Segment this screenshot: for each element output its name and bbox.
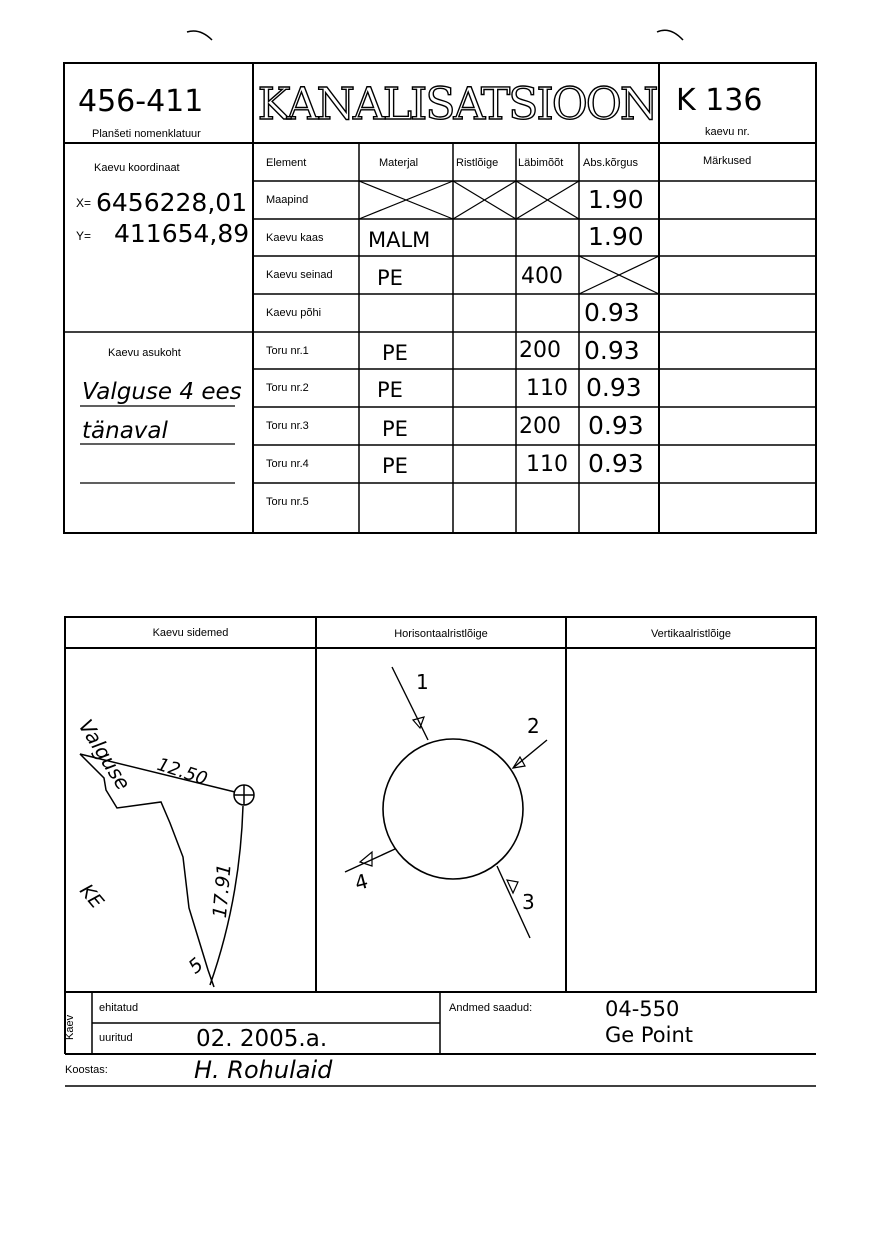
author-value: H. Rohulaid [194, 1056, 333, 1084]
pipe-number-4: 4 [352, 868, 371, 896]
row-label: Maapind [266, 194, 309, 206]
material-cell: PE [382, 454, 408, 478]
sketch-distance-2: 17.91 [209, 862, 236, 919]
row-label: Kaevu kaas [266, 232, 324, 244]
location-label: Kaevu asukoht [108, 347, 181, 359]
kaev-label: Kaev [64, 1014, 76, 1040]
row-label: Kaevu põhi [266, 307, 322, 319]
row-label: Kaevu seinad [266, 269, 333, 281]
material-cell: PE [382, 341, 408, 365]
surveyed-label: uuritud [99, 1032, 133, 1044]
data-received-value-2: Ge Point [605, 1023, 694, 1047]
nomenclature-label: Planšeti nomenklatuur [92, 128, 201, 140]
material-cell: MALM [368, 228, 431, 252]
col-header-material: Materjal [379, 157, 419, 169]
sketch-distance-3: 5 [184, 953, 208, 979]
col-header-cross-section: Ristlõige [456, 157, 499, 169]
built-label: ehitatud [99, 1002, 139, 1014]
col-header-notes: Märkused [703, 155, 752, 167]
x-coordinate-value: 6456228,01 [96, 188, 248, 217]
section-header-horizontal: Horisontaalristlõige [394, 628, 488, 640]
pipe-number-2: 2 [527, 714, 540, 738]
section-header-vertical: Vertikaalristlõige [650, 628, 732, 640]
height-cell: 1.90 [588, 185, 644, 214]
sketch-distance-1: 12.50 [154, 754, 211, 790]
author-label: Koostas: [65, 1064, 108, 1076]
row-label: Toru nr.1 [266, 345, 309, 357]
height-cell: 0.93 [588, 411, 644, 440]
material-cell: PE [377, 266, 403, 290]
surveyed-value: 02. 2005.a. [196, 1026, 328, 1052]
x-label: X= [76, 196, 92, 210]
diameter-cell: 110 [526, 452, 568, 477]
section-header-connections: Kaevu sidemed [152, 627, 229, 639]
coords-label: Kaevu koordinaat [94, 162, 180, 174]
material-cell: PE [382, 417, 408, 441]
diameter-cell: 200 [519, 414, 561, 439]
row-label: Toru nr.5 [266, 496, 309, 508]
well-number-value: K 136 [676, 83, 763, 118]
data-received-value-1: 04-550 [605, 997, 680, 1021]
height-cell: 1.90 [588, 222, 644, 251]
height-cell: 0.93 [588, 449, 644, 478]
pipe-number-1: 1 [416, 670, 429, 694]
location-line-2: tänaval [82, 418, 168, 444]
location-line-1: Valgusе 4 ees [82, 379, 242, 405]
nomenclature-value: 456-411 [78, 84, 204, 119]
sketch-ke-label: KE [75, 880, 108, 913]
pipe-number-3: 3 [522, 890, 535, 914]
y-coordinate-value: 411654,89 [114, 219, 250, 248]
sketch-street-label: Valguse [73, 715, 136, 795]
well-number-label: kaevu nr. [705, 126, 750, 138]
diameter-cell: 400 [521, 264, 563, 289]
form-title: KANALISATSIOON [257, 79, 657, 130]
data-received-label: Andmed saadud: [449, 1002, 533, 1014]
diameter-cell: 110 [526, 376, 568, 401]
height-cell: 0.93 [584, 336, 640, 365]
height-cell: 0.93 [586, 373, 642, 402]
material-cell: PE [377, 378, 403, 402]
col-header-diameter: Läbimõõt [518, 157, 564, 169]
y-label: Y= [76, 229, 92, 243]
height-cell: 0.93 [584, 298, 640, 327]
row-label: Toru nr.4 [266, 458, 309, 470]
col-header-height: Abs.kõrgus [583, 157, 639, 169]
col-header-element: Element [266, 157, 307, 169]
diameter-cell: 200 [519, 338, 561, 363]
row-label: Toru nr.2 [266, 382, 309, 394]
row-label: Toru nr.3 [266, 420, 309, 432]
